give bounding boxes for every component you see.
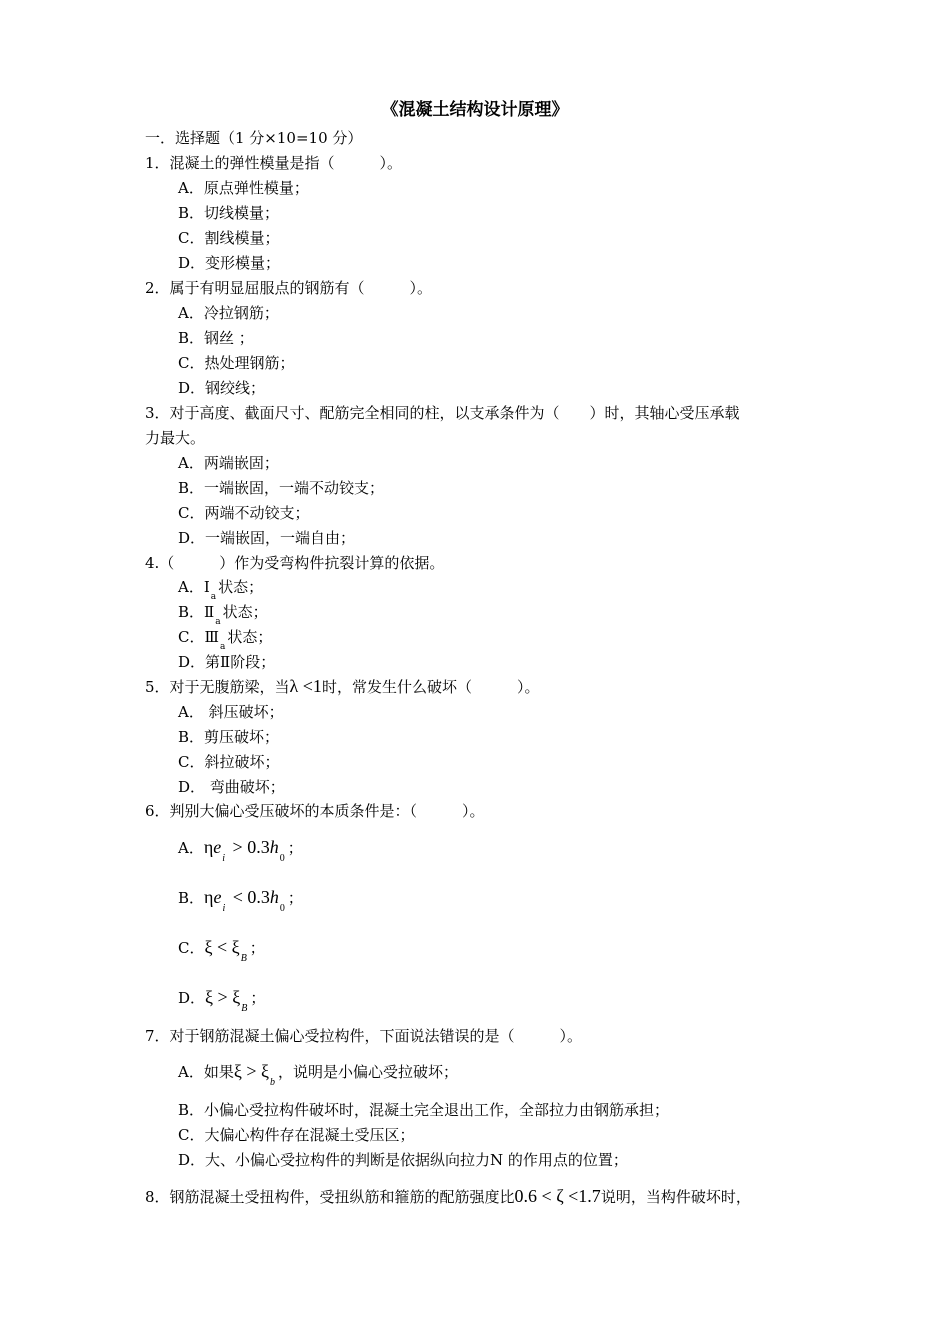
subscript: a — [215, 617, 221, 627]
math-expression: 0.6 < ζ <1.7 — [514, 1186, 601, 1206]
option-end: ； — [287, 889, 303, 907]
math-expression: ξ > ξ — [233, 1061, 270, 1081]
math-e: e — [213, 837, 222, 857]
question-2-option-c: C．热处理钢筋； — [178, 354, 295, 372]
math-subscript: i — [222, 903, 226, 914]
question-6-stem: 6．判别大偏心受压破坏的本质条件是：（ ）。 — [145, 802, 485, 820]
option-label: C． — [178, 939, 205, 957]
question-5-option-b: B．剪压破坏； — [178, 728, 280, 746]
question-3-option-a: A．两端嵌固； — [178, 454, 279, 472]
question-2-option-a: A．冷拉钢筋； — [178, 304, 279, 322]
math-subscript: 0 — [279, 853, 285, 864]
question-6-option-d — [178, 984, 265, 1014]
question-6-option-b — [178, 884, 303, 914]
question-3-option-d: D．一端嵌固，一端自由； — [178, 529, 356, 547]
question-3-option-b: B．一端嵌固，一端不动铰支； — [178, 479, 385, 497]
math-expression: ξ > ξ — [205, 987, 241, 1007]
question-4-option-a — [178, 577, 263, 600]
option-label: A． — [178, 839, 204, 857]
question-7-option-a — [178, 1058, 458, 1088]
question-5-stem — [145, 676, 539, 697]
math-e: e — [213, 887, 222, 907]
question-7-stem: 7．对于钢筋混凝土偏心受拉构件，下面说法错误的是（ ）。 — [145, 1027, 583, 1045]
question-8-stem — [145, 1183, 751, 1210]
question-5-option-d: D． 弯曲破坏； — [178, 778, 285, 796]
option-text: 状态； — [222, 603, 268, 621]
math-subscript: B — [240, 953, 247, 964]
question-1-option-b: B．切线模量； — [178, 204, 280, 222]
option-text: ，说明是小偏心受拉破坏； — [278, 1063, 459, 1081]
question-2-option-b: B．钢丝 ； — [178, 329, 254, 347]
section-heading: 一．选择题（1 分×10=10 分） — [145, 129, 363, 147]
document-title: 《混凝土结构设计原理》 — [381, 100, 569, 120]
math-h: h — [269, 887, 279, 907]
question-4-option-b — [178, 602, 268, 625]
option-text: B．Ⅱ — [178, 603, 215, 621]
question-2-option-d: D．钢绞线； — [178, 379, 266, 397]
question-7-option-b: B．小偏心受拉构件破坏时，混凝土完全退出工作，全部拉力由钢筋承担； — [178, 1101, 670, 1119]
question-1-option-c: C．割线模量； — [178, 229, 280, 247]
question-3-stem-line-1: 3．对于高度、截面尺寸、配筋完全相同的柱，以支承条件为（ ）时，其轴心受压承载 — [145, 404, 740, 422]
question-5-option-a: A． 斜压破坏； — [178, 703, 284, 721]
option-end: ； — [249, 939, 265, 957]
stem-text: 5．对于无腹筋梁，当 — [145, 678, 290, 696]
question-6-option-c — [178, 934, 265, 964]
question-7-option-c: C．大偏心构件存在混凝土受压区； — [178, 1126, 415, 1144]
math-expression: λ <1 — [289, 676, 322, 696]
question-1-option-a: A．原点弹性模量； — [178, 179, 309, 197]
stem-text: 8．钢筋混凝土受扭构件，受扭纵筋和箍筋的配筋强度比 — [145, 1188, 515, 1206]
math-eta: η — [204, 887, 214, 907]
math-subscript: i — [222, 853, 226, 864]
question-5-option-c: C．斜拉破坏； — [178, 753, 280, 771]
math-h: h — [269, 837, 279, 857]
question-6-option-a — [178, 834, 303, 864]
math-eta: η — [203, 837, 214, 857]
math-subscript: b — [270, 1077, 276, 1088]
math-expression: ξ < ξ — [204, 937, 240, 957]
option-end: ； — [250, 989, 266, 1007]
option-end: ； — [287, 839, 303, 857]
option-text: A．Ⅰ — [178, 578, 210, 596]
question-3-stem-line-2: 力最大。 — [145, 429, 206, 447]
stem-text: 说明，当构件破坏时， — [600, 1188, 751, 1206]
question-1-stem: 1．混凝土的弹性模量是指（ ）。 — [145, 154, 403, 172]
question-3-option-c: C．两端不动铰支； — [178, 504, 310, 522]
option-label: D． — [178, 989, 206, 1007]
math-subscript: 0 — [279, 903, 285, 914]
option-text: C．Ⅲ — [178, 628, 219, 646]
math-subscript: B — [241, 1003, 248, 1014]
stem-text: 时，常发生什么破坏（ ）。 — [321, 678, 540, 696]
option-text: A．如果 — [178, 1063, 234, 1081]
subscript: a — [219, 642, 226, 652]
subscript: a — [210, 592, 217, 602]
question-4-option-c — [178, 627, 272, 650]
option-text: 状态； — [218, 578, 264, 596]
option-label: B． — [178, 889, 205, 907]
question-4-option-d: D．第Ⅱ阶段； — [178, 653, 276, 671]
question-7-option-d: D．大、小偏心受拉构件的判断是依据纵向拉力N 的作用点的位置； — [178, 1151, 628, 1169]
math-relation: > 0.3 — [228, 837, 270, 857]
question-2-stem: 2．属于有明显屈服点的钢筋有（ ）。 — [145, 279, 433, 297]
option-text: 状态； — [227, 628, 273, 646]
question-4-stem: 4.（ ）作为受弯构件抗裂计算的依据。 — [145, 554, 445, 572]
math-relation: < 0.3 — [228, 887, 270, 907]
question-1-option-d: D．变形模量； — [178, 254, 281, 272]
